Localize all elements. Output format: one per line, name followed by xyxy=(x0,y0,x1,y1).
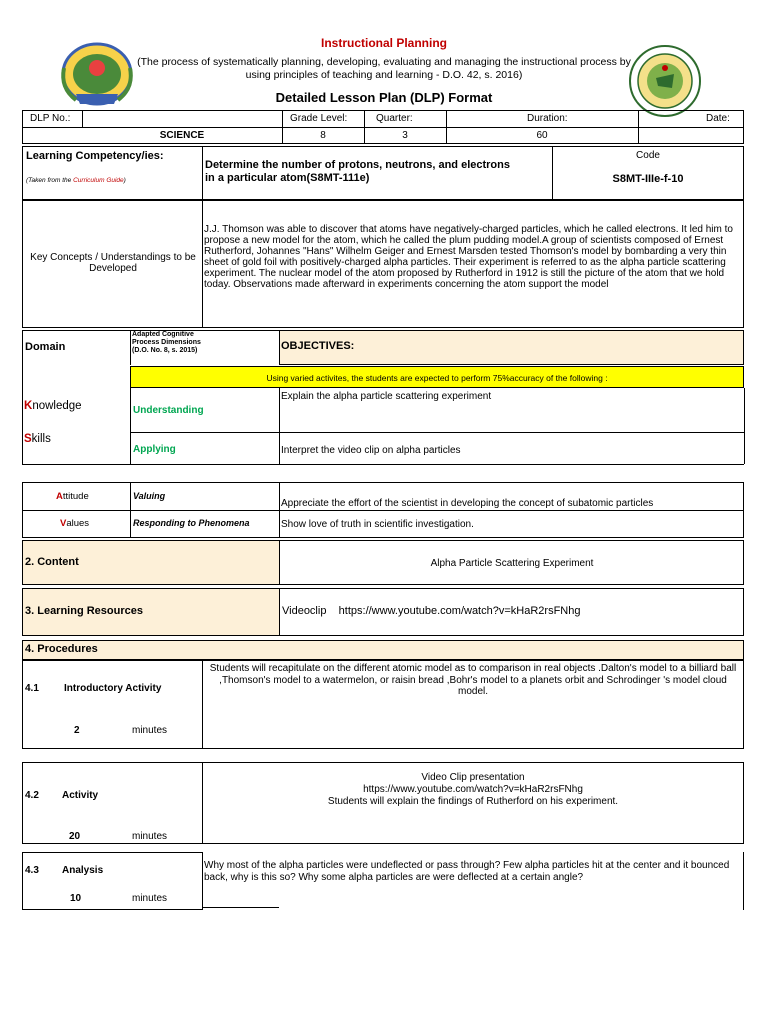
code-label: Code xyxy=(636,150,660,161)
procedure-4-2-number: 4.2 xyxy=(25,790,39,801)
objective-skills: Interpret the video clip on alpha particles xyxy=(281,445,461,456)
attitude-label xyxy=(56,491,89,502)
grade-level-value: 8 xyxy=(320,130,326,141)
competency-text-2: in a particular atom(S8MT-111e) xyxy=(205,172,370,184)
skills-initial: S xyxy=(24,433,32,445)
dlp-no-label: DLP No.: xyxy=(30,113,71,124)
procedure-4-1-text: Students will recapitulate on the different atomic model as to comparison in real objects .Dalton's model to a billiard ball ,Thomson's model to a watermelon, or raisin bread ,Bohr's model to a planets orbit and Schrodinger 's model cloud model. xyxy=(209,663,737,697)
col-divider xyxy=(638,110,639,144)
procedure-4-2-text-1: Video Clip presentation xyxy=(421,772,525,783)
curriculum-guide-text: Curriculum Guide xyxy=(73,177,124,184)
procedures-label: 4. Procedures xyxy=(25,643,98,655)
procedure-4-3-underline xyxy=(202,907,279,908)
dlp-format-title: Detailed Lesson Plan (DLP) Format xyxy=(275,90,493,105)
col-divider xyxy=(279,388,280,464)
procedure-4-3-right-border xyxy=(743,852,744,910)
procedure-4-3-number: 4.3 xyxy=(25,865,39,876)
grade-level-label: Grade Level: xyxy=(290,113,348,124)
applying-label: Applying xyxy=(133,444,176,455)
procedure-4-2-name: Activity xyxy=(62,790,99,801)
procedure-4-2-minutes: 20 xyxy=(69,831,81,842)
objective-values: Show love of truth in scientific investigation. xyxy=(281,519,474,530)
procedure-4-1-minutes-label: minutes xyxy=(132,725,168,736)
procedure-4-3-text: Why most of the alpha particles were undeflected or pass through? Few alpha particles hit at the center and it bounced back, why is this so? Why some alpha particles are were deflected at a certain angle? xyxy=(204,860,730,883)
deped-division-seal xyxy=(628,44,702,118)
objectives-banner-text: Using varied activites, the students are expected to perform 75%accuracy of the following : xyxy=(266,373,608,383)
quarter-value: 3 xyxy=(402,130,408,141)
skills-rest: kills xyxy=(31,433,51,445)
col-divider xyxy=(130,330,131,365)
date-label: Date: xyxy=(706,113,730,124)
competency-source xyxy=(26,177,126,184)
procedure-4-3-minutes: 10 xyxy=(70,893,82,904)
row-divider xyxy=(130,432,744,433)
procedure-4-3-minutes-label: minutes xyxy=(132,893,168,904)
objective-knowledge: Explain the alpha particle scattering experiment xyxy=(281,391,492,402)
source-suffix: ) xyxy=(123,177,126,184)
competency-text-1: Determine the number of protons, neutrons, and electrons xyxy=(205,159,510,171)
values-rest: alues xyxy=(66,518,90,529)
page-title: Instructional Planning xyxy=(320,36,447,50)
knowledge-label xyxy=(24,400,82,412)
resources-value[interactable]: Videoclip https://www.youtube.com/watch?v=kHaR2rsFNhg xyxy=(282,605,581,617)
duration-label: Duration: xyxy=(527,113,568,124)
procedure-4-1-label-cell xyxy=(22,660,203,749)
understanding-label: Understanding xyxy=(133,405,204,416)
procedure-4-2-text-3: Students will explain the findings of Rutherford on his experiment. xyxy=(327,796,619,807)
code-value: S8MT-IIIe-f-10 xyxy=(612,173,684,185)
source-prefix: (Taken from the xyxy=(26,177,74,184)
adapted-cognitive-label: Adapted Cognitive Process Dimensions (D.O. No. 8, s. 2015) xyxy=(132,331,201,354)
knowledge-initial: K xyxy=(24,400,33,412)
procedure-4-2-minutes-label: minutes xyxy=(132,831,168,842)
domain-label: Domain xyxy=(25,341,66,353)
procedure-4-2-label-cell xyxy=(22,762,203,844)
quarter-label: Quarter: xyxy=(376,113,413,124)
subject-value: SCIENCE xyxy=(159,130,205,141)
values-initial: V xyxy=(60,518,67,529)
procedure-4-1-minutes: 2 xyxy=(74,725,80,736)
objectives-label: OBJECTIVES: xyxy=(281,340,355,352)
responding-label: Responding to Phenomena xyxy=(133,518,250,528)
knowledge-rest: nowledge xyxy=(32,400,82,412)
attitude-rest: ttitude xyxy=(62,491,89,502)
key-concepts-text: J.J. Thomson was able to discover that atoms have negatively-charged particles, which he called electrons. It led him to propose a new model for the atom, which he called the plum pudding model.A group of scientists composed of Ernest Rutherford, Johannes "Hans" Wilhelm Geiger and Ernest Marsden tested Thomson's model by bombarding a very thin sheet of gold foil with positively-charged alpha particles. Their experiment is referred to as the alpha particle scattering experiment. The nuclear model of the atom proposed by Rutherford in 1912 is still the picture of the atom that we hold today. Observations made afterward in experiments concerning the atom support the model xyxy=(204,224,733,290)
dlp-no-value[interactable] xyxy=(82,110,282,127)
procedure-4-1-name: Introductory Activity xyxy=(64,683,162,694)
info-divider xyxy=(22,127,744,128)
procedures-header xyxy=(22,640,744,660)
valuing-label: Valuing xyxy=(133,491,166,501)
content-label: 2. Content xyxy=(25,556,79,568)
objectives-banner xyxy=(130,366,744,388)
key-concepts-label: Key Concepts / Understandings to be Developed xyxy=(30,252,196,274)
ks-block xyxy=(22,365,23,464)
attitude-initial: A xyxy=(56,491,63,502)
col-divider xyxy=(744,388,745,464)
procedure-4-2-link[interactable]: https://www.youtube.com/watch?v=kHaR2rsFNhg xyxy=(363,784,583,795)
duration-value: 60 xyxy=(536,130,548,141)
content-value: Alpha Particle Scattering Experiment xyxy=(430,558,594,569)
competency-label: Learning Competency/ies: xyxy=(26,150,164,162)
col-divider xyxy=(202,146,203,200)
procedure-4-3-name: Analysis xyxy=(62,865,104,876)
skills-label xyxy=(24,433,51,445)
row-divider xyxy=(22,464,744,465)
col-divider xyxy=(202,200,203,328)
col-divider xyxy=(130,388,131,464)
objective-attitude: Appreciate the effort of the scientist in developing the concept of subatomic particles xyxy=(281,498,654,509)
row-divider xyxy=(22,510,744,511)
procedure-4-1-number: 4.1 xyxy=(25,683,39,694)
procedure-4-3-label-cell xyxy=(22,852,203,910)
resources-label: 3. Learning Resources xyxy=(25,605,143,617)
page-description: (The process of systematically planning, developing, evaluating and managing the instructional process by using principles of teaching and learning - D.O. 42, s. 2016) xyxy=(137,56,631,81)
values-label xyxy=(60,518,89,529)
